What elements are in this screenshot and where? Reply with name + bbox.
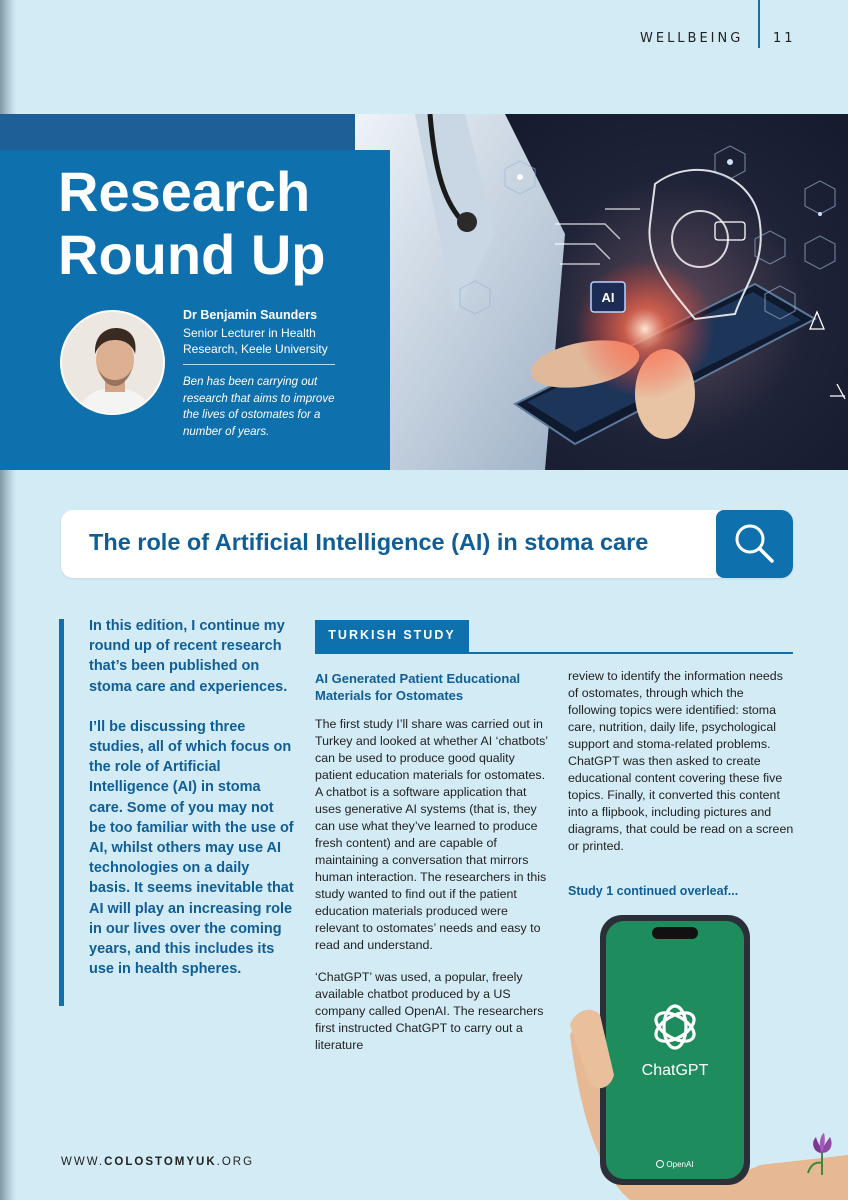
title-line-1: Research — [58, 160, 311, 223]
section-label: WELLBEING — [640, 31, 744, 46]
body-paragraph: review to identify the information needs of ostomates, through which the following topics were identified: stoma care, nutrition, daily life, psychological support and stoma-related problems. ChatGPT was then asked to create educational content covering these five topics. Finally, it converted this content into a flipbook, including pictures and diagrams, that could be read on a screen or printed. — [568, 669, 794, 853]
author-role: Senior Lecturer in Health Research, Keele University — [183, 326, 328, 356]
page-title — [58, 160, 378, 286]
header-divider — [758, 0, 760, 48]
intro-accent-bar — [59, 619, 64, 1006]
study-label: TURKISH STUDY — [328, 628, 456, 642]
author-name: Dr Benjamin Saunders — [183, 308, 318, 322]
footer-url-suffix: .ORG — [216, 1156, 255, 1168]
body-paragraph: ‘ChatGPT’ was used, a popular, freely available chatbot produced by a US company called OpenAI. The researchers first instructed ChatGPT to carry out a literature — [315, 970, 544, 1052]
body-paragraph: The first study I’ll share was carried out in Turkey and looked at whether AI ‘chatbots’ can be used to produce good quality patient education materials for ostomates. A chatbot is a software application that uses generative AI systems (that is, they can use what they’ve learned to produce fresh content) and are capable of maintaining a conversation that mirrors human interaction. The researchers in this study wanted to find out if the patient education materials produced were relevant to ostomates’ needs and easy to read and understand. — [315, 717, 548, 952]
dynamic-island — [652, 927, 698, 939]
page-number: 11 — [773, 31, 796, 46]
footer-url[interactable] — [61, 1156, 254, 1168]
intro-text — [89, 616, 294, 999]
intro-paragraph-2: I’ll be discussing three studies, all of which focus on the role of Artificial Intelligence (AI) in stoma care. Some of you may not be too familiar with the use of AI, whilst others may use AI technologies on a daily basis. It seems inevitable that AI will play an increasing role in our lives over the coming years, and this includes its use in health spheres. — [89, 718, 294, 978]
phone-screen — [606, 921, 744, 1179]
microscope-icon — [830, 384, 845, 399]
headline-bar — [61, 510, 793, 578]
chat-bubble-icon — [715, 222, 745, 240]
circuit-lines — [555, 209, 640, 264]
phone-brand: OpenAI — [666, 1160, 694, 1169]
author-portrait — [62, 312, 165, 415]
title-line-2: Round Up — [58, 223, 326, 286]
body-column-1 — [315, 716, 555, 1069]
footer-url-prefix: WWW. — [61, 1156, 105, 1168]
continued-link: Study 1 continued overleaf... — [568, 884, 739, 898]
study-subheading: AI Generated Patient Educational Materials for Ostomates — [315, 671, 521, 703]
search-icon — [716, 510, 793, 578]
iris-logo-icon — [804, 1133, 840, 1175]
study-label-box — [315, 620, 469, 653]
author-avatar — [60, 310, 165, 415]
phone-app-name: ChatGPT — [641, 1062, 709, 1079]
body-column-2 — [568, 668, 794, 870]
tablet-glow — [575, 259, 715, 399]
hero-photo-doctor-tablet — [355, 114, 848, 470]
author-bio: Ben has been carrying out research that aims to improve the lives of ostomates for a number of years. — [183, 376, 335, 438]
search-icon-box — [716, 510, 793, 578]
article-headline: The role of Artificial Intelligence (AI) in stoma care — [89, 529, 649, 555]
author-divider — [183, 364, 335, 365]
intro-paragraph-1: In this edition, I continue my round up of recent research that’s been published on stoma care and experiences. — [89, 618, 288, 695]
ai-chip-label: AI — [601, 290, 615, 305]
footer-url-domain: COLOSTOMYUK — [104, 1156, 217, 1168]
study-divider — [315, 652, 793, 654]
doctor-ai-illustration — [355, 114, 848, 470]
